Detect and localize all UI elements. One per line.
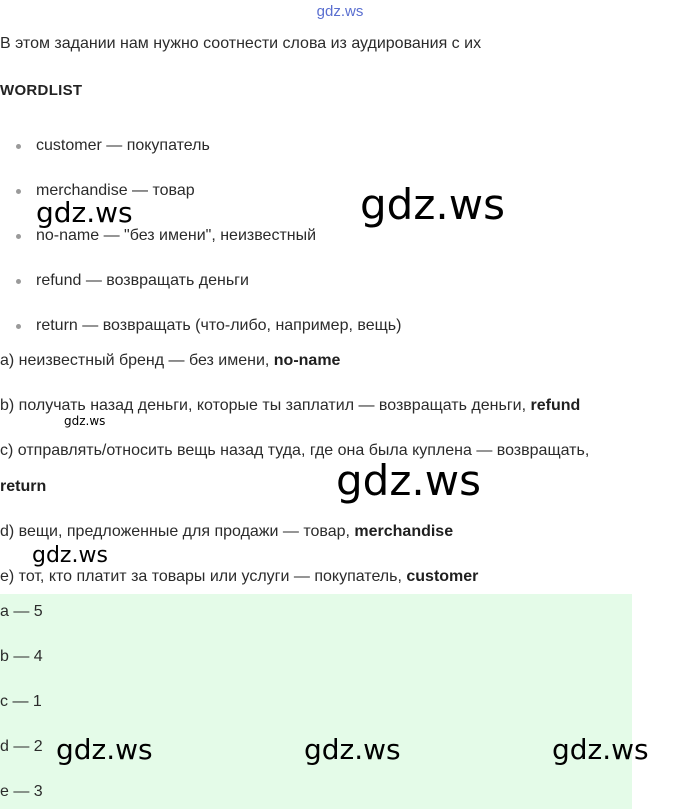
definition-text: a) неизвестный бренд — без имени, — [0, 352, 274, 369]
definition-b — [0, 397, 580, 415]
definition-word: customer — [406, 568, 479, 585]
list-item: refund — возвращать деньги — [36, 272, 249, 289]
watermark: gdz.ws — [304, 733, 401, 766]
watermark: gdz.ws — [56, 733, 153, 766]
definition-text: c) отправлять/относить вещь назад туда, где она была куплена — возвращать, — [0, 442, 590, 459]
answer-item: b — 4 — [0, 648, 43, 665]
definition-word: no-name — [273, 352, 341, 369]
watermark: gdz.ws — [552, 733, 649, 766]
definition-d — [0, 523, 453, 541]
watermark: gdz.ws — [360, 180, 505, 229]
list-item: merchandise — товар — [36, 182, 195, 199]
list-item: customer — покупатель — [36, 137, 210, 154]
bullet-icon — [16, 144, 21, 149]
bullet-icon — [16, 189, 21, 194]
definition-word: return — [0, 478, 47, 495]
definition-word: refund — [530, 397, 581, 414]
watermark: gdz.ws — [36, 196, 133, 229]
list-item: return — возвращать (что-либо, например, вещь) — [36, 317, 402, 334]
definition-text: e) тот, кто платит за товары или услуги — покупатель, — [0, 568, 407, 585]
definition-a — [0, 352, 340, 370]
bullet-icon — [16, 279, 21, 284]
list-item: no-name — "без имени", неизвестный — [36, 227, 317, 244]
definition-c-word — [0, 478, 46, 496]
definition-c — [0, 442, 589, 460]
watermark: gdz.ws — [336, 456, 481, 505]
definition-e — [0, 568, 478, 586]
intro-text: В этом задании нам нужно соотнести слова из аудирования с их — [0, 35, 482, 52]
definition-text: d) вещи, предложенные для продажи — товар, — [0, 523, 355, 540]
bullet-icon — [16, 324, 21, 329]
site-logo[interactable]: gdz.ws — [316, 3, 364, 20]
definition-word: merchandise — [354, 523, 454, 540]
answer-item: e — 3 — [0, 783, 43, 800]
answer-item: a — 5 — [0, 603, 43, 620]
answer-item: c — 1 — [0, 693, 42, 710]
wordlist-heading: WORDLIST — [0, 82, 83, 99]
answer-item: d — 2 — [0, 738, 43, 755]
bullet-icon — [16, 234, 21, 239]
answers-block — [0, 594, 632, 809]
watermark: gdz.ws — [32, 543, 108, 568]
definition-text: b) получать назад деньги, которые ты заплатил — возвращать деньги, — [0, 397, 531, 414]
watermark: gdz.ws — [64, 414, 106, 428]
